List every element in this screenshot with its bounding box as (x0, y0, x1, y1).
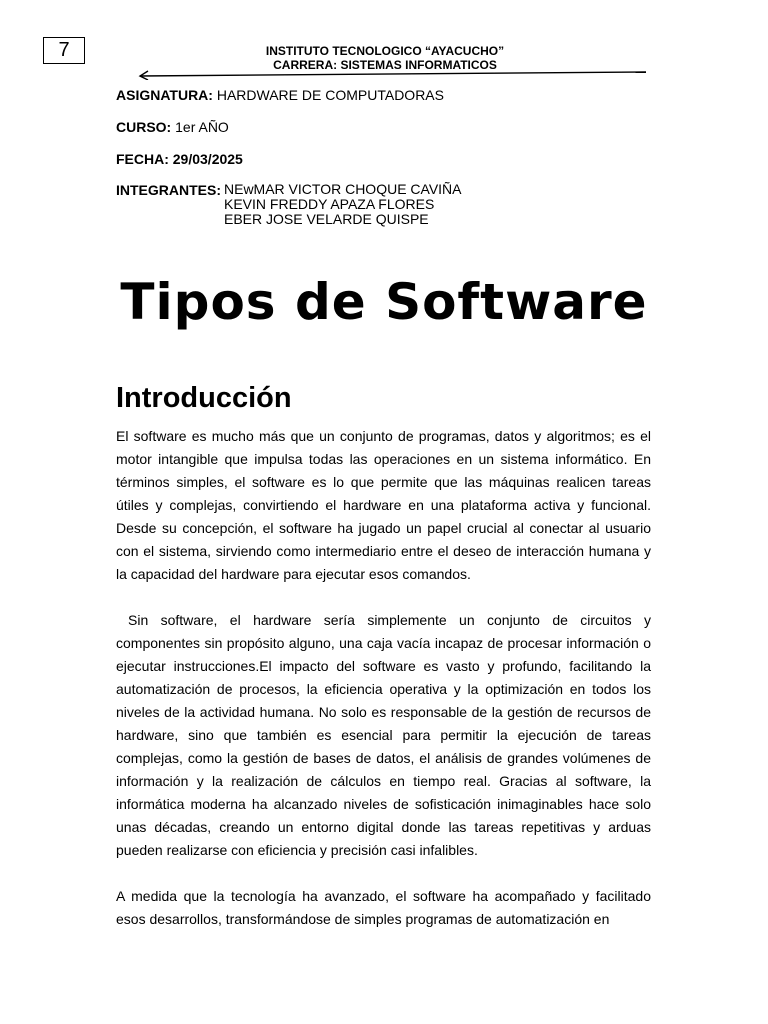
members-label: INTEGRANTES: (116, 182, 221, 198)
member-name: EBER JOSE VELARDE QUISPE (224, 211, 429, 227)
institution-name: INSTITUTO TECNOLOGICO “AYACUCHO” (265, 44, 505, 58)
subject-label: ASIGNATURA: (116, 87, 213, 103)
course-label: CURSO: (116, 119, 172, 135)
course-line (116, 119, 229, 135)
members-list (224, 182, 462, 227)
paragraph: A medida que la tecnología ha avanzado, el software ha acompañado y facilitado esos desarrollos, transformándose de simples programas de automatización en (116, 888, 651, 927)
paragraph: Sin software, el hardware sería simplemente un conjunto de circuitos y componentes sin propósito alguno, una caja vacía incapaz de procesar información o ejecutar instrucciones.El impacto del software es vasto y profundo, facilitando la automatización de procesos, la eficiencia operativa y la optimización en todos los niveles de la actividad humana. No solo es responsable de la gestión de recursos de hardware, sino que también es esencial para permitir la ejecución de tareas complejas, como la gestión de bases de datos, el análisis de grandes volúmenes de información y la realización de cálculos en tiempo real. Gracias al software, la informática moderna ha alcanzado niveles de sofisticación inimaginables hace solo unas décadas, creando un entorno digital donde las tareas repetitivas y arduas pueden realizarse con eficiencia y precisión casi infalibles. (116, 612, 651, 858)
subject-value: HARDWARE DE COMPUTADORAS (216, 87, 444, 103)
member-name: NEwMAR VICTOR CHOQUE CAVIÑA (224, 181, 462, 197)
header-arrow-icon (136, 66, 648, 80)
subject-line (116, 87, 444, 103)
page-number: 7 (43, 37, 85, 64)
date-label: FECHA: 29/03/2025 (116, 151, 243, 167)
date-line (116, 151, 243, 167)
section-heading: Introducción (116, 382, 292, 414)
member-name: KEVIN FREDDY APAZA FLORES (224, 196, 435, 212)
career-name: CARRERA: SISTEMAS INFORMATICOS (273, 58, 497, 72)
course-value: 1er AÑO (175, 119, 229, 135)
document-title: Tipos de Software (120, 273, 648, 331)
paragraph: El software es mucho más que un conjunto de programas, datos y algoritmos; es el motor intangible que impulsa todas las operaciones en un sistema informático. En términos simples, el software es lo que permite que las máquinas realicen tareas útiles y complejas, convirtiendo el hardware en una plataforma activa y funcional. Desde su concepción, el software ha jugado un papel crucial al conectar al usuario con el sistema, sirviendo como intermediario entre el deseo de interacción humana y la capacidad del hardware para ejecutar esos comandos. (116, 428, 651, 582)
